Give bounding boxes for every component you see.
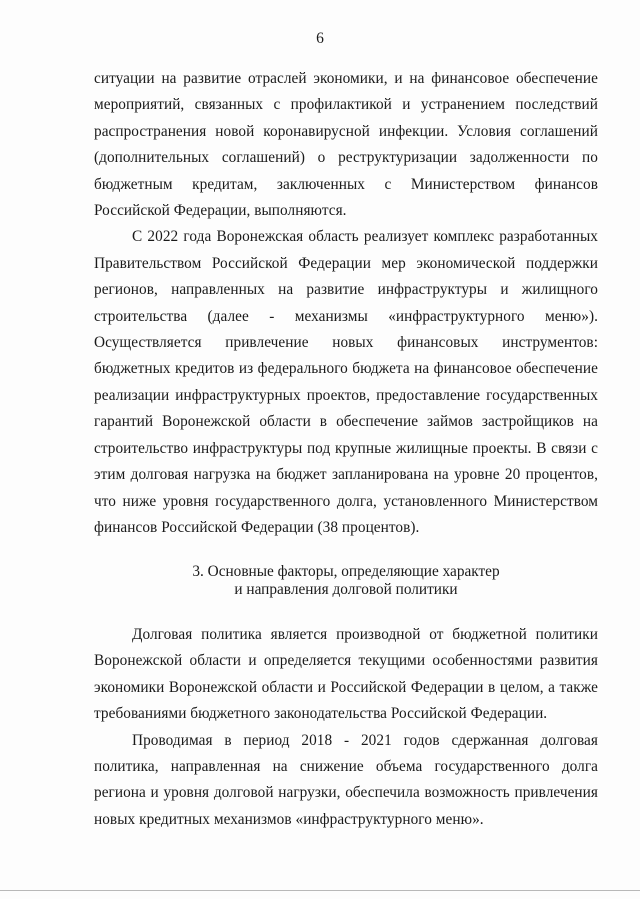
paragraph-continuation: ситуации на развитие отраслей экономики, и на финансовое обеспечение мероприятий, связанных с профилактикой и устранением последствий распространения новой коронавирусной инфекции. Условия соглашений (дополнительных соглашений) о реструктуризации задолженности по бюджетным кредитам, заключенных с Министерством финансов Российской Федерации, выполняются. xyxy=(94,70,598,220)
section-heading-line-2: и направления долговой политики xyxy=(234,580,458,598)
section-heading xyxy=(94,563,598,598)
body-text-upper xyxy=(94,66,598,541)
paragraph-infrastructure-menu: С 2022 года Воронежская область реализует комплекс разработанных Правительством Российской Федерации мер экономической поддержки регионов, направленных на развитие инфраструктуры и жилищного строительства (далее - механизмы «инфраструктурного меню»). Осуществляется привлечение новых финансовых инструментов: бюджетных кредитов из федерального бюджета на финансовое обеспечение реализации инфраструктурных проектов, предоставление государственных гарантий Воронежской области в обеспечение займов застройщиков на строительство инфраструктуры под крупные жилищные проекты. В связи с этим долговая нагрузка на бюджет запланирована на уровне 20 процентов, что ниже уровня государственного долга, установленного Министерством финансов Российской Федерации (38 процентов). xyxy=(94,228,598,536)
body-text-lower xyxy=(94,622,598,833)
section-heading-line-1: 3. Основные факторы, определяющие характер xyxy=(192,563,500,580)
page-bottom-edge xyxy=(0,890,640,891)
paragraph-restrained-policy: Проводимая в период 2018 - 2021 годов сдержанная долговая политика, направленная на снижение объема государственного долга региона и уровня долговой нагрузки, обеспечила возможность привлечения новых кредитных механизмов «инфраструктурного меню». xyxy=(94,731,598,828)
page-number: 6 xyxy=(316,30,324,47)
paragraph-debt-policy: Долговая политика является производной от бюджетной политики Воронежской области и определяется текущими особенностями развития экономики Воронежской области и Российской Федерации в целом, а также требованиями бюджетного законодательства Российской Федерации. xyxy=(94,626,598,723)
